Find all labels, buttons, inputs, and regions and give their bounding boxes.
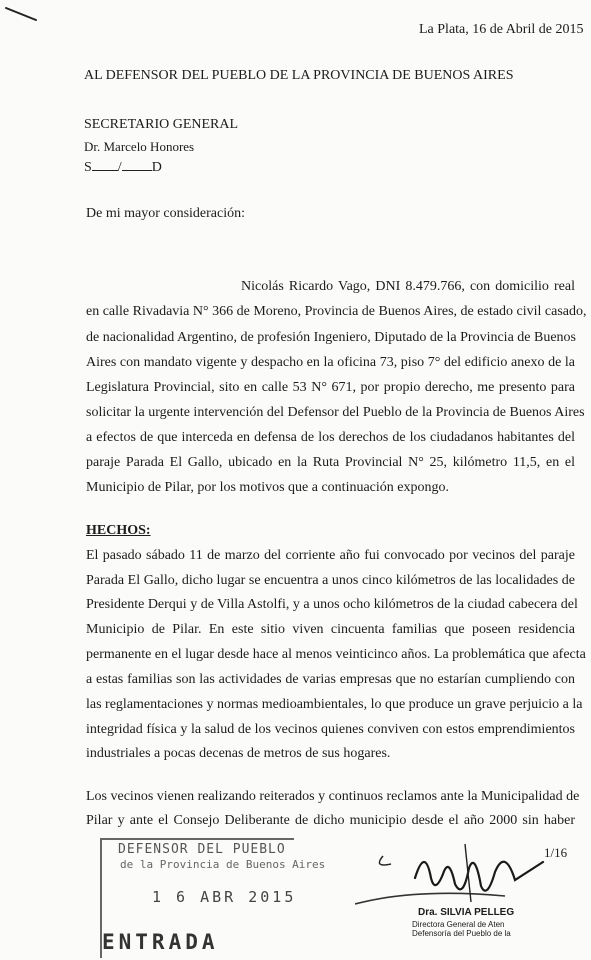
facts-line: las reglamentaciones y normas medioambientales, lo que produce un grave perjuicio a la bbox=[86, 697, 583, 712]
intro-first-line: Nicolás Ricardo Vago, DNI 8.479.766, con domicilio real bbox=[241, 279, 575, 294]
sd-s: S bbox=[84, 160, 92, 175]
sd-slash: / bbox=[117, 160, 122, 175]
sd-d: D bbox=[151, 160, 162, 175]
addressee: AL DEFENSOR DEL PUEBLO DE LA PROVINCIA DE BUENOS AIRES bbox=[84, 68, 514, 83]
section-title: HECHOS: bbox=[86, 523, 151, 538]
signatory-name: Dra. SILVIA PELLEG bbox=[418, 907, 515, 918]
sd-line bbox=[84, 160, 162, 176]
facts-line: Municipio de Pilar. En este sitio viven cincuenta familias que poseen residencia bbox=[86, 622, 575, 637]
signatory-role: Directora General de Aten bbox=[412, 920, 505, 929]
place-date: La Plata, 16 de Abril de 2015 bbox=[419, 22, 584, 37]
claims-line: Los vecinos vienen realizando reiterados y continuos reclamos ante la Municipalidad de bbox=[86, 789, 580, 804]
intro-line: Municipio de Pilar, por los motivos que a continuación expongo. bbox=[86, 480, 449, 495]
intro-line: en calle Rivadavia N° 366 de Moreno, Provincia de Buenos Aires, de estado civil casado, bbox=[86, 304, 587, 319]
page-number: 1/16 bbox=[544, 845, 568, 860]
facts-line: El pasado sábado 11 de marzo del corriente año fui convocado por vecinos del paraje bbox=[86, 548, 575, 563]
facts-line: permanente en el lugar desde hace al menos veinticinco años. La problemática que afecta bbox=[86, 647, 586, 662]
signatory-office: Defensoría del Pueblo de la bbox=[412, 929, 511, 938]
intro-line: Aires con mandato vigente y despacho en la oficina 73, piso 7° del edificio anexo de la bbox=[86, 355, 575, 370]
recipient-title: SECRETARIO GENERAL bbox=[84, 117, 239, 132]
facts-line: integridad física y la salud de los vecinos quienes conviven con estos emprendimientos bbox=[86, 722, 575, 737]
handwritten-signature bbox=[355, 838, 555, 910]
recipient-name: Dr. Marcelo Honores bbox=[84, 139, 195, 154]
intro-line: de nacionalidad Argentino, de profesión Ingeniero, Diputado de la Provincia de Buenos bbox=[86, 330, 576, 345]
reception-stamp bbox=[100, 838, 326, 958]
intro-line: a efectos de que interceda en defensa de los derechos de los ciudadanos habitantes del bbox=[86, 430, 575, 445]
stamp-province: de la Provincia de Buenos Aires bbox=[120, 858, 326, 871]
facts-line: Presidente Derqui y de Villa Astolfi, y a unos ocho kilómetros de la ciudad cabecera del bbox=[86, 597, 578, 612]
intro-line: paraje Parada El Gallo, ubicado en la Ruta Provincial N° 25, kilómetro 11,5, en el bbox=[86, 455, 575, 470]
stamp-date: 1 6 ABR 2015 bbox=[152, 888, 297, 906]
stamp-office: DEFENSOR DEL PUEBLO bbox=[118, 842, 286, 857]
stamp-label: ENTRADA bbox=[102, 930, 219, 954]
pen-mark bbox=[4, 4, 38, 24]
intro-line: Legislatura Provincial, sito en calle 53 N° 671, por propio derecho, me presento para bbox=[86, 380, 575, 395]
facts-line: industriales a pocas decenas de metros de sus hogares. bbox=[86, 746, 391, 761]
facts-line: a estas familias son las actividades de varias empresas que no estarían cumpliendo con bbox=[86, 672, 575, 687]
intro-line: solicitar la urgente intervención del Defensor del Pueblo de la Provincia de Buenos Aires bbox=[86, 405, 585, 420]
claims-line: Pilar y ante el Consejo Deliberante de dicho municipio desde el año 2000 sin haber bbox=[86, 813, 575, 828]
salutation: De mi mayor consideración: bbox=[86, 206, 246, 221]
facts-line: Parada El Gallo, dicho lugar se encuentra a unos cinco kilómetros de las localidades de bbox=[86, 573, 575, 588]
